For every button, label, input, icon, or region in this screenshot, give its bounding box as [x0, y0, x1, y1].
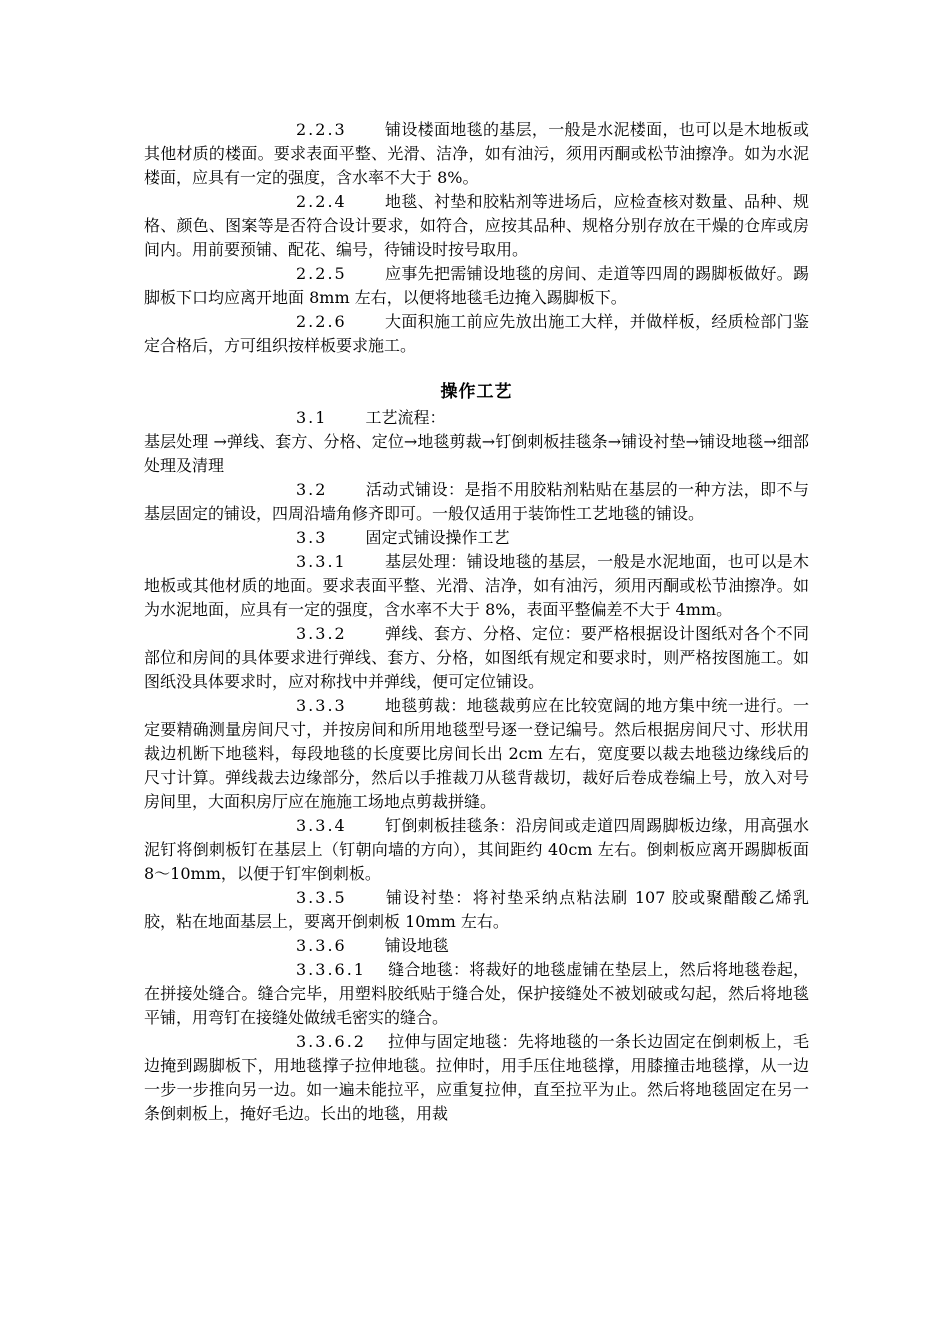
paragraph-3-3-6 [144, 934, 809, 958]
paragraph-3-3-4 [144, 814, 809, 886]
paragraph-3-3-6-1 [144, 958, 809, 1030]
clause-text: 弹线、套方、分格、定位：要严格根据设计图纸对各个不同部位和房间的具体要求进行弹线、套方、分格，如图纸有规定和要求时，则严格按图施工。如图纸没具体要求时，应对称找中并弹线，便可定位铺设。 [144, 624, 809, 691]
paragraph-3-3-1 [144, 550, 809, 622]
clause-number: 3.3.6.1 [296, 960, 366, 979]
paragraph-3-2 [144, 478, 809, 526]
paragraph-3-1 [144, 406, 809, 430]
clause-number: 2.2.5 [296, 264, 347, 283]
clause-text: 地毯、衬垫和胶粘剂等进场后，应检查核对数量、品种、规格、颜色、图案等是否符合设计要求，如符合，应按其品种、规格分别存放在干燥的仓库或房间内。用前要预铺、配花、编号，待铺设时按号取用。 [144, 192, 809, 259]
clause-text: 应事先把需铺设地毯的房间、走道等四周的踢脚板做好。踢脚板下口均应离开地面 8mm 左右，以便将地毯毛边掩入踢脚板下。 [144, 264, 809, 307]
clause-number: 3.1 [296, 408, 328, 427]
clause-number: 3.3.6 [296, 936, 347, 955]
paragraph-2-2-4 [144, 190, 809, 262]
clause-number: 2.2.3 [296, 120, 347, 139]
paragraph-3-3-3 [144, 694, 809, 814]
clause-number: 3.3.3 [296, 696, 347, 715]
document-page [144, 118, 809, 1126]
clause-text: 工艺流程： [365, 408, 446, 427]
clause-text: 铺设楼面地毯的基层，一般是水泥楼面，也可以是木地板或其他材质的楼面。要求表面平整、光滑、洁净，如有油污，须用丙酮或松节油擦净。如为水泥楼面，应具有一定的强度，含水率不大于 8%。 [144, 120, 809, 187]
paragraph-2-2-3 [144, 118, 809, 190]
clause-text: 缝合地毯：将裁好的地毯虚铺在垫层上，然后将地毯卷起，在拼接处缝合。缝合完毕，用塑料胶纸贴于缝合处，保护接缝处不被划破或勾起，然后将地毯平铺，用弯钉在接缝处做绒毛密实的缝合。 [144, 960, 809, 1027]
clause-text: 固定式铺设操作工艺 [365, 528, 510, 547]
section-heading: 操作工艺 [440, 382, 513, 402]
clause-text: 拉伸与固定地毯：先将地毯的一条长边固定在倒刺板上，毛边掩到踢脚板下，用地毯撑子拉伸地毯。拉伸时，用手压住地毯撑，用膝撞击地毯撑，从一边一步一步推向另一边。如一遍未能拉平，应重复拉伸，直至拉平为止。然后将地毯固定在另一条倒刺板上，掩好毛边。长出的地毯，用裁 [144, 1032, 809, 1123]
paragraph-2-2-5 [144, 262, 809, 310]
clause-number: 3.2 [296, 480, 328, 499]
clause-number: 3.3.6.2 [296, 1032, 366, 1051]
paragraph-3-3 [144, 526, 809, 550]
clause-number: 3.3.5 [296, 888, 347, 907]
paragraph-3-3-5 [144, 886, 809, 934]
clause-number: 2.2.4 [296, 192, 347, 211]
paragraph-3-3-6-2 [144, 1030, 809, 1126]
clause-text: 铺设地毯 [384, 936, 449, 955]
paragraph-2-2-6 [144, 310, 809, 358]
clause-text: 活动式铺设：是指不用胶粘剂粘贴在基层的一种方法，即不与基层固定的铺设，四周沿墙角修齐即可。一般仅适用于装饰性工艺地毯的铺设。 [144, 480, 809, 523]
clause-number: 3.3.1 [296, 552, 347, 571]
process-flow: 基层处理 →弹线、套方、分格、定位→地毯剪裁→钉倒刺板挂毯条→铺设衬垫→铺设地毯→细部处理及清理 [144, 432, 809, 475]
clause-text: 地毯剪裁：地毯裁剪应在比较宽阔的地方集中统一进行。一定要精确测量房间尺寸，并按房间和所用地毯型号逐一登记编号。然后根据房间尺寸、形状用裁边机断下地毯料，每段地毯的长度要比房间长出 2cm 左右，宽度要以裁去地毯边缘线后的尺寸计算。弹线裁去边缘部分，然后以手推裁刀从毯背裁切，裁好后卷成卷编上号，放入对号房间里，大面积房厅应在施施工场地点剪裁拼缝。 [144, 696, 809, 811]
clause-text: 基层处理：铺设地毯的基层，一般是水泥地面，也可以是木地板或其他材质的地面。要求表面平整、光滑、洁净，如有油污，须用丙酮或松节油擦净。如为水泥地面，应具有一定的强度，含水率不大于 8%，表面平整偏差不大于 4mm。 [144, 552, 809, 619]
clause-number: 3.3.4 [296, 816, 347, 835]
clause-number: 2.2.6 [296, 312, 347, 331]
clause-text: 铺设衬垫：将衬垫采纳点粘法刷 107 胶或聚醋酸乙烯乳胶，粘在地面基层上，要离开倒刺板 10mm 左右。 [144, 888, 809, 931]
clause-number: 3.3.2 [296, 624, 347, 643]
clause-text: 钉倒刺板挂毯条：沿房间或走道四周踢脚板边缘，用高强水泥钉将倒刺板钉在基层上（钉朝向墙的方向），其间距约 40cm 左右。倒刺板应离开踢脚板面 8～10mm，以便于钉牢倒刺板。 [144, 816, 809, 883]
clause-text: 大面积施工前应先放出施工大样，并做样板，经质检部门鉴定合格后，方可组织按样板要求施工。 [144, 312, 809, 355]
clause-number: 3.3 [296, 528, 328, 547]
paragraph-3-3-2 [144, 622, 809, 694]
